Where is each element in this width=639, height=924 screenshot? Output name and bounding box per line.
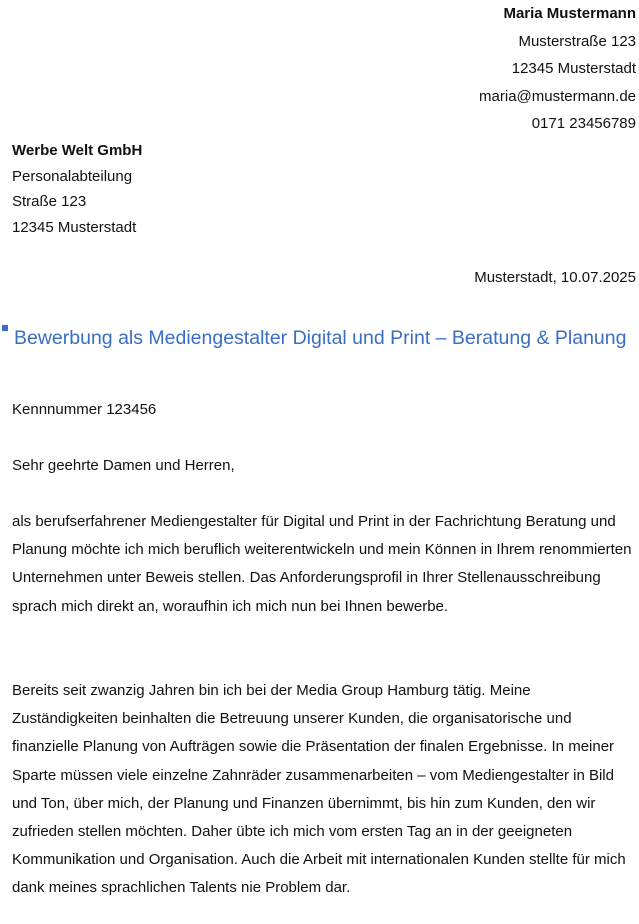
- heading-marker-icon: [2, 325, 8, 331]
- sender-city: 12345 Musterstadt: [511, 60, 636, 77]
- subject-heading: [2, 320, 632, 356]
- subject-text: Bewerbung als Mediengestalter Digital und Print – Beratung & Planung: [14, 327, 627, 349]
- recipient-department: Personalabteilung: [12, 167, 133, 185]
- reference-number: Kennnummer 123456: [12, 401, 157, 418]
- sender-name: Maria Mustermann: [503, 5, 636, 22]
- recipient-city: 12345 Musterstadt: [12, 218, 137, 236]
- salutation: Sehr geehrte Damen und Herren,: [12, 457, 235, 474]
- body-paragraph-2: Bereits seit zwanzig Jahren bin ich bei der Media Group Hamburg tätig. Meine Zuständigkeiten beinhalten die Betreuung unserer Kunden, die organisatorische und finanzielle Planung von Aufträgen sowie die Präsentation der finalen Ergebnisse. In meiner Sparte müssen viele einzelne Zahnräder zusammenarbeiten – vom Mediengestalter in Bild und Ton, über mich, der Planung und Finanzen übernimmt, bis hin zum Kunden, den wir zufrieden stellen möchten. Daher übte ich mich vom ersten Tag an in der geeigneten Kommunikation und Organisation. Auch die Arbeit mit internationalen Kunden stellte für mich dank meines sprachlichen Talents nie Problem dar.: [12, 682, 626, 897]
- recipient-street: Straße 123: [12, 193, 87, 210]
- sender-address-block: [479, 0, 636, 138]
- recipient-address-block: [12, 138, 142, 240]
- recipient-company: Werbe Welt GmbH: [12, 142, 143, 159]
- sender-phone: 0171 23456789: [531, 115, 636, 132]
- sender-street: Musterstraße 123: [518, 32, 636, 50]
- date-line: Musterstadt, 10.07.2025: [474, 269, 636, 286]
- sender-email: maria@mustermann.de: [479, 87, 636, 105]
- body-paragraph-1: als berufserfahrener Mediengestalter für Digital und Print in der Fachrichtung Beratung und Planung möchte ich mich beruflich weiterentwickeln und mein Können in Ihrem renommierten Unternehmen unter Beweis stellen. Das Anforderungsprofil in Ihrer Stellenausschreibung sprach mich direkt an, woraufhin ich mich nun bei Ihnen bewerbe.: [12, 513, 632, 615]
